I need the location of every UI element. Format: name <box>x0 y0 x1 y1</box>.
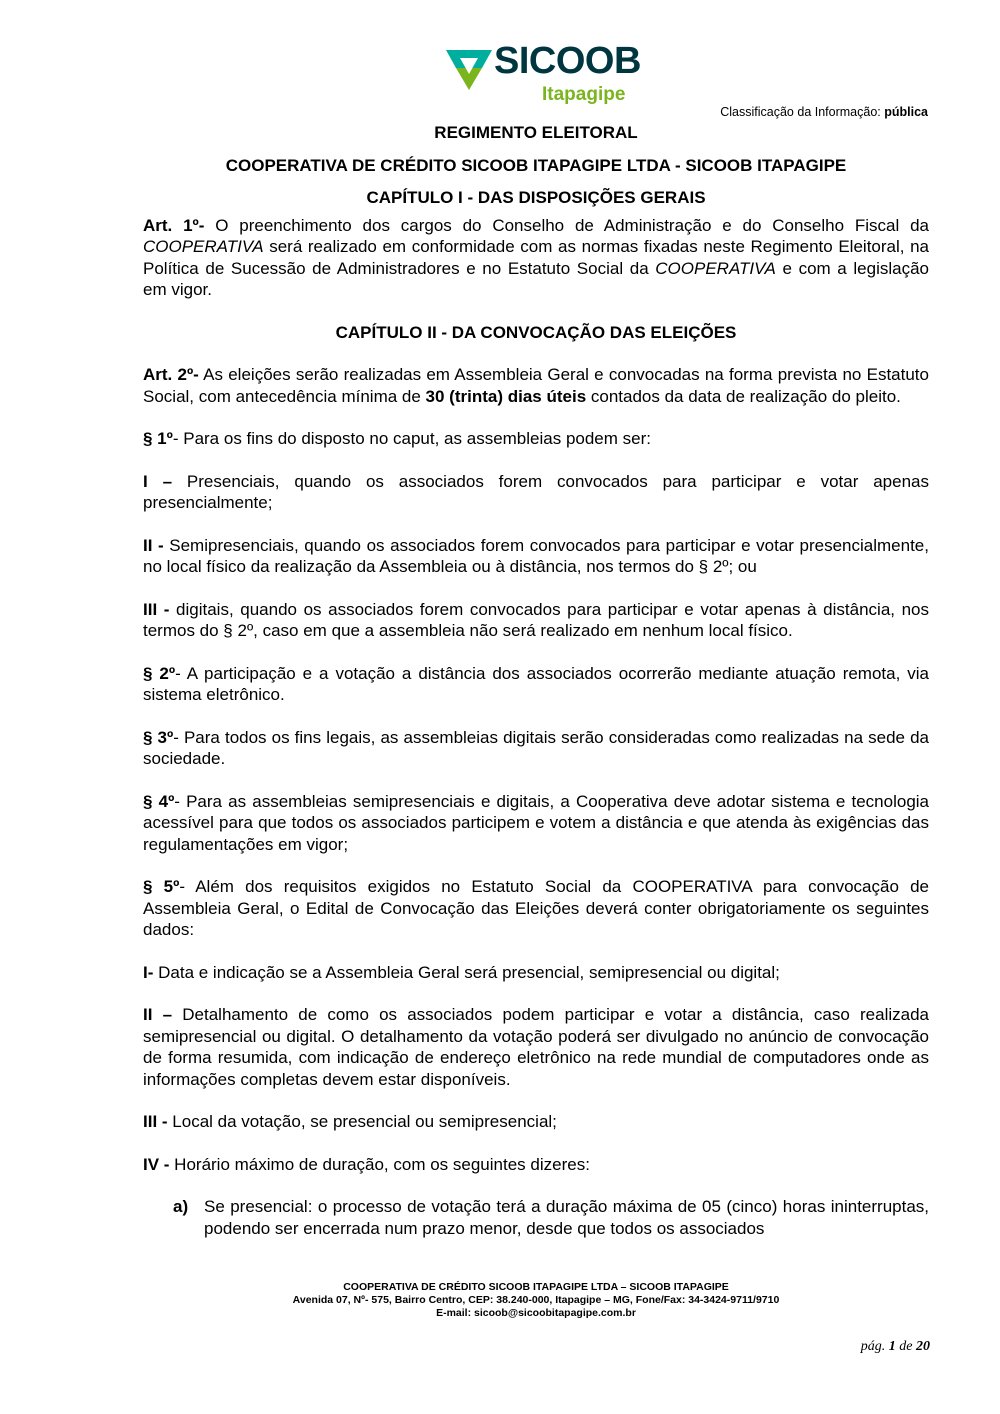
requirement-2-label: II – <box>143 1005 173 1024</box>
paragraph-2 <box>143 663 929 706</box>
list-item-a-text: Se presencial: o processo de votação terá a duração máxima de 05 (cinco) horas ininterruptas, podendo ser encerrada num prazo menor, desde que todos os associados <box>204 1197 929 1238</box>
inciso-3-text: digitais, quando os associados forem convocados para participar e votar apenas à distância, nos termos do § 2º, caso em que a assembleia não será realizado em nenhum local físico. <box>143 599 929 640</box>
requirement-4-label: IV - <box>143 1154 170 1174</box>
page-total: 20 <box>916 1339 930 1354</box>
requirement-2 <box>143 1004 929 1090</box>
paragraph-1 <box>143 428 929 450</box>
requirement-4 <box>143 1154 929 1176</box>
article-1-italic-2: COOPERATIVA <box>655 258 776 278</box>
requirement-1-text: Data e indicação se a Assembleia Geral será presencial, semipresencial ou digital; <box>153 962 780 982</box>
footer-line-3: E-mail: sicoob@sicoobitapagipe.com.br <box>436 1307 636 1319</box>
requirement-2-text: Detalhamento de como os associados podem participar e votar a distância, caso realizada semipresencial ou digital. O detalhamento da votação poderá ser divulgado no anúncio de convocação de forma resumida, com indicação de endereço eletrônico na rede mundial de computadores onde as informações completas devem estar disponíveis. <box>143 1005 929 1089</box>
article-2-text-2: contados da data de realização do pleito. <box>586 386 901 406</box>
paragraph-1-label: § 1º <box>143 429 173 448</box>
paragraph-2-text: - A participação e a votação a distância dos associados ocorrerão mediante atuação remota, via sistema eletrônico. <box>143 663 929 704</box>
paragraph-4-text: - Para as assembleias semipresenciais e digitais, a Cooperativa deve adotar sistema e tecnologia acessível para que todos os associados participem e votem a distância e que atenda às exigências das regulamentações em vigor; <box>143 791 930 854</box>
logo-subtext: Itapagipe <box>542 84 626 105</box>
paragraph-2-label: § 2º <box>143 663 176 683</box>
inciso-2 <box>143 535 929 578</box>
requirement-4-text: Horário máximo de duração, com os seguintes dizeres: <box>169 1154 590 1174</box>
paragraph-5 <box>143 876 929 941</box>
inciso-1-label: I – <box>143 471 173 491</box>
classification-label: Classificação da Informação: <box>720 105 881 119</box>
footer-line-1: COOPERATIVA DE CRÉDITO SICOOB ITAPAGIPE LTDA – SICOOB ITAPAGIPE <box>343 1281 729 1293</box>
sicoob-symbol-icon <box>446 46 492 92</box>
inciso-3-label: III - <box>143 599 170 619</box>
page-number <box>861 1339 930 1355</box>
requirement-3 <box>143 1111 929 1133</box>
article-2-label: Art. 2º- <box>143 365 199 384</box>
requirement-3-text: Local da votação, se presencial ou semipresencial; <box>167 1112 557 1131</box>
paragraph-3-label: § 3º <box>143 727 174 747</box>
paragraph-5-label: § 5º <box>143 877 180 896</box>
article-1-text-2: será realizado em conformidade com as normas fixadas neste Regimento Eleitoral, na Política de Sucessão de Administradores e no Estatuto Social da <box>143 237 929 278</box>
inciso-1 <box>143 471 929 514</box>
article-1-text-1: O preenchimento dos cargos do Conselho de Administração e do Conselho Fiscal da <box>204 215 929 235</box>
requirement-1 <box>143 962 929 984</box>
cooperative-name: COOPERATIVA DE CRÉDITO SICOOB ITAPAGIPE LTDA - SICOOB ITAPAGIPE <box>225 155 847 175</box>
inciso-2-text: Semipresenciais, quando os associados forem convocados para participar e votar presencialmente, no local físico da realização da Assembleia ou à distância, nos termos do § 2º; ou <box>143 535 929 576</box>
inciso-3 <box>143 599 929 642</box>
document-title: REGIMENTO ELEITORAL <box>434 123 638 142</box>
article-2-text-1: As eleições serão realizadas em Assembleia Geral e convocadas na forma prevista no Estatuto Social, com antecedência mínima de <box>143 365 929 406</box>
requirement-1-label: I- <box>143 962 154 982</box>
paragraph-5-text: - Além dos requisitos exigidos no Estatuto Social da COOPERATIVA para convocação de Assembleia Geral, o Edital de Convocação das Eleições deverá conter obrigatoriamente os seguintes dados: <box>143 877 930 939</box>
paragraph-3 <box>143 727 929 770</box>
logo-brand-text: SICOOB <box>494 40 641 82</box>
footer-line-2: Avenida 07, Nº- 575, Bairro Centro, CEP: 38.240-000, Itapagipe – MG, Fone/Fax: 34-3424-9711/9710 <box>292 1294 780 1306</box>
inciso-2-label: II - <box>143 535 164 555</box>
article-2 <box>143 364 929 407</box>
page-current: 1 <box>888 1339 896 1354</box>
page-prefix: pág. <box>860 1339 886 1354</box>
document-body <box>143 118 929 1239</box>
chapter-2-heading: CAPÍTULO II - DA CONVOCAÇÃO DAS ELEIÇÕES <box>335 322 737 342</box>
chapter-1-heading: CAPÍTULO I - DAS DISPOSIÇÕES GERAIS <box>366 188 706 207</box>
article-1-label: Art. 1º- <box>143 215 205 235</box>
paragraph-3-text: - Para todos os fins legais, as assembleias digitais serão consideradas como realizadas na sede da sociedade. <box>143 727 929 768</box>
article-1-text-3: e com a legislação em vigor. <box>143 258 929 299</box>
list-item-a-marker: a) <box>173 1197 189 1216</box>
classification-value: pública <box>884 105 928 119</box>
article-2-bold-deadline: 30 (trinta) dias úteis <box>425 386 587 406</box>
article-1 <box>143 215 929 301</box>
paragraph-4-label: § 4º <box>143 791 175 811</box>
information-classification <box>720 105 928 119</box>
page-separator: de <box>899 1339 913 1354</box>
page-footer <box>143 1281 929 1320</box>
requirement-3-label: III - <box>143 1112 168 1131</box>
inciso-1-text: Presenciais, quando os associados forem convocados para participar e votar apenas presencialmente; <box>143 471 929 512</box>
sicoob-logo <box>446 40 646 105</box>
paragraph-1-text: - Para os fins do disposto no caput, as assembleias podem ser: <box>172 429 651 448</box>
list-item-a <box>143 1196 929 1239</box>
article-1-italic-1: COOPERATIVA <box>143 237 264 256</box>
paragraph-4 <box>143 791 929 856</box>
